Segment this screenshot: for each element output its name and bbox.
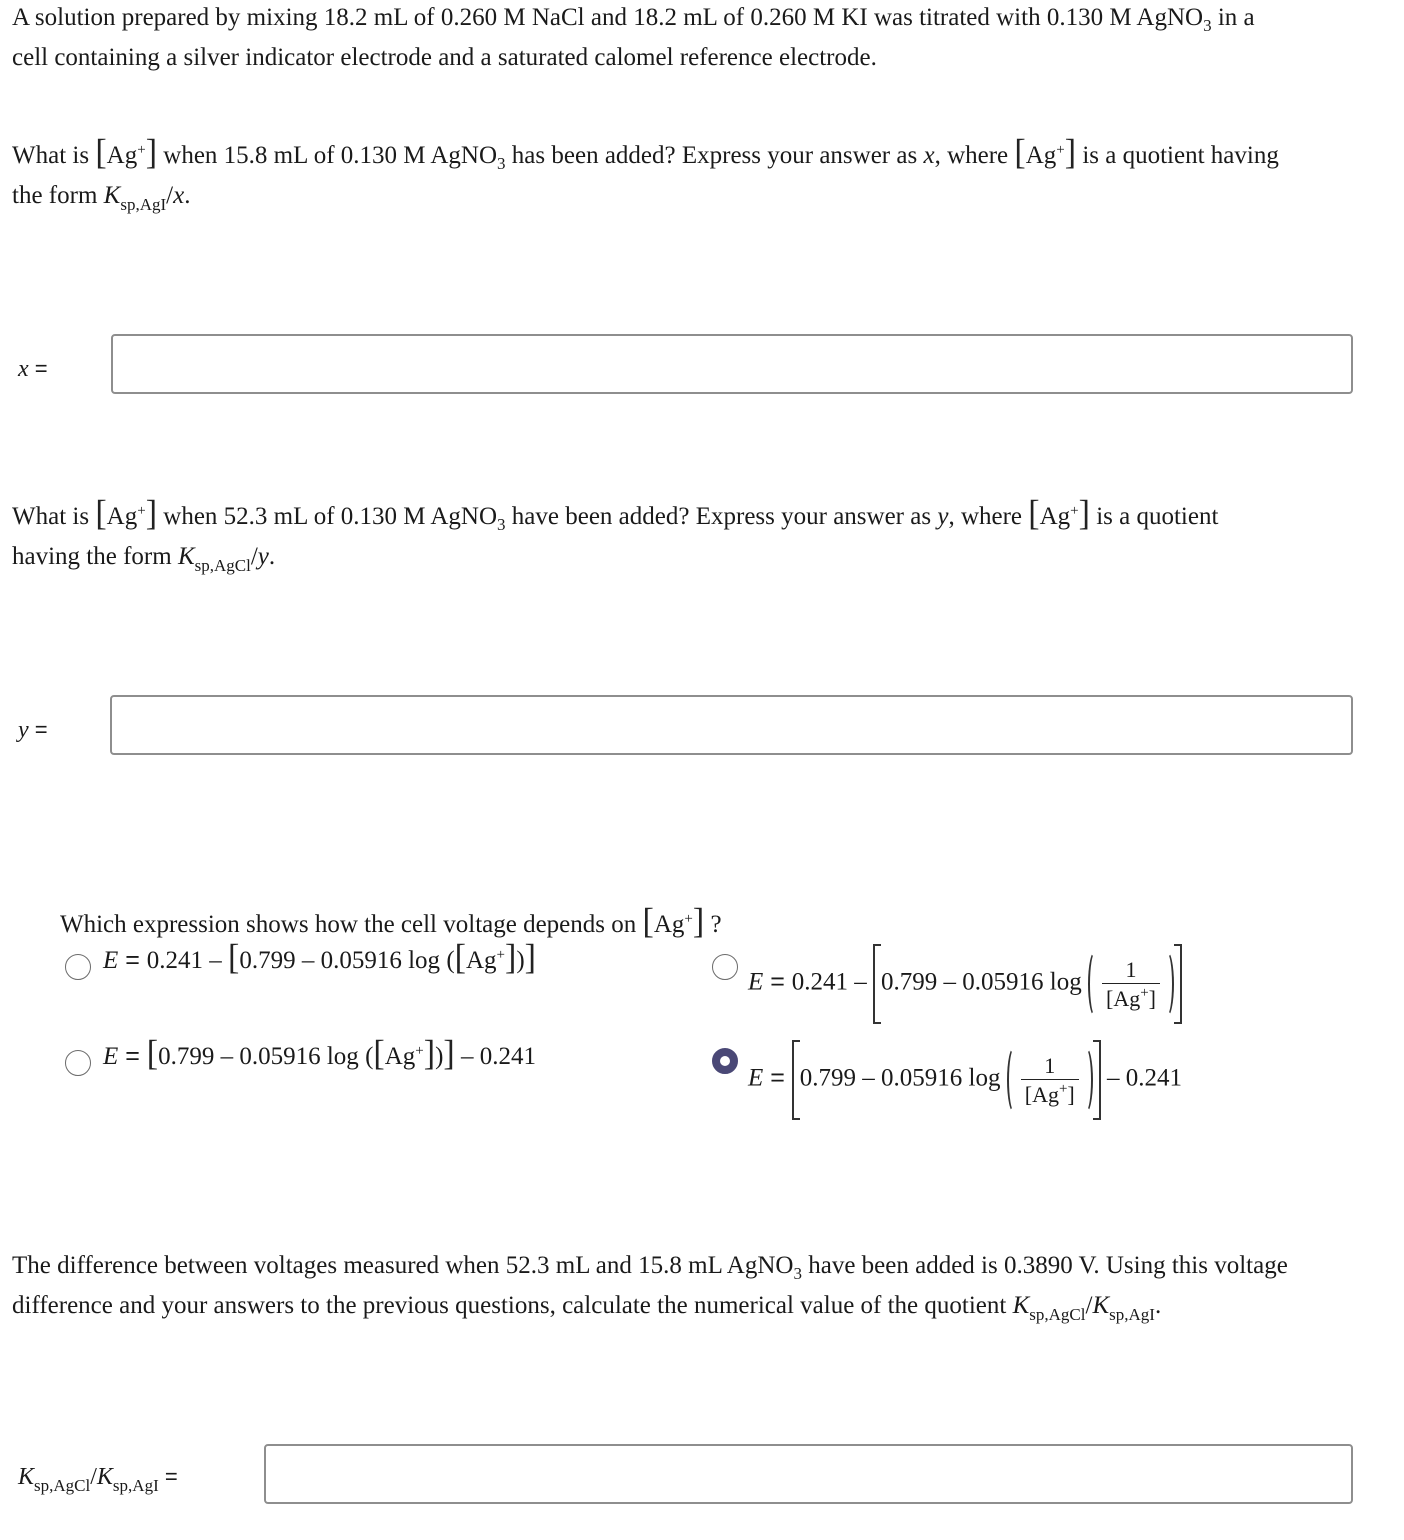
question-1-text: What is [Ag+] when 15.8 mL of 0.130 M AgNO$_3$ has been added? Express your answer as x, where [Ag+] is a quotient having the form $K_{sp,AgI}/x$. bbox=[12, 133, 1279, 214]
option-1-expression[interactable]: E = 0.241 – [0.799 – 0.05916 log ([Ag+])] bbox=[103, 938, 536, 977]
question-3-prompt: Which expression shows how the cell voltage depends on [Ag+] ? bbox=[60, 902, 722, 941]
option-3-expression[interactable]: E = 0.241 – 0.799 – 0.05916 log $\frac{1}{[Ag^+]}$ bbox=[748, 944, 1182, 1024]
option-2-radio[interactable] bbox=[65, 1050, 91, 1076]
y-answer-field[interactable] bbox=[110, 695, 1353, 755]
option-4-expression[interactable]: E = 0.799 – 0.05916 log $\frac{1}{[Ag^+]}$ – 0.241 bbox=[748, 1040, 1182, 1120]
question-2-text: What is [Ag+] when 52.3 mL of 0.130 M AgNO$_3$ have been added? Express your answer as y, where [Ag+] is a quotient having the form $K_{sp,AgCl}/y$. bbox=[12, 494, 1219, 575]
x-input[interactable] bbox=[113, 336, 1351, 392]
y-label: y = bbox=[18, 717, 48, 743]
ratio-input[interactable] bbox=[266, 1446, 1351, 1502]
ratio-label: $K_{sp,AgCl}/K_{sp,AgI}$ = bbox=[18, 1464, 178, 1495]
option-2-expression[interactable]: E = [0.799 – 0.05916 log ([Ag+])] – 0.241 bbox=[103, 1034, 536, 1073]
question-4-text: The difference between voltages measured when 52.3 mL and 15.8 mL AgNO$_3$ have been added is 0.3890 V. Using this voltage difference and your answers to the previous questions, calculate the numerical value of the quotient $K_{sp,AgCl}/K_{sp,AgI}$. bbox=[12, 1252, 1288, 1324]
ratio-answer-field[interactable] bbox=[264, 1444, 1353, 1504]
y-input[interactable] bbox=[112, 697, 1351, 753]
option-3-radio[interactable] bbox=[712, 954, 738, 980]
intro-text: A solution prepared by mixing 18.2 mL of 0.260 M NaCl and 18.2 mL of 0.260 M KI was titrated with 0.130 M AgNO$_3$ in a cell containing a silver indicator electrode and a saturated calomel reference electrode. bbox=[12, 4, 1255, 71]
x-answer-field[interactable] bbox=[111, 334, 1353, 394]
option-4-radio[interactable] bbox=[712, 1048, 738, 1074]
x-label: x = bbox=[18, 356, 48, 382]
option-1-radio[interactable] bbox=[65, 954, 91, 980]
